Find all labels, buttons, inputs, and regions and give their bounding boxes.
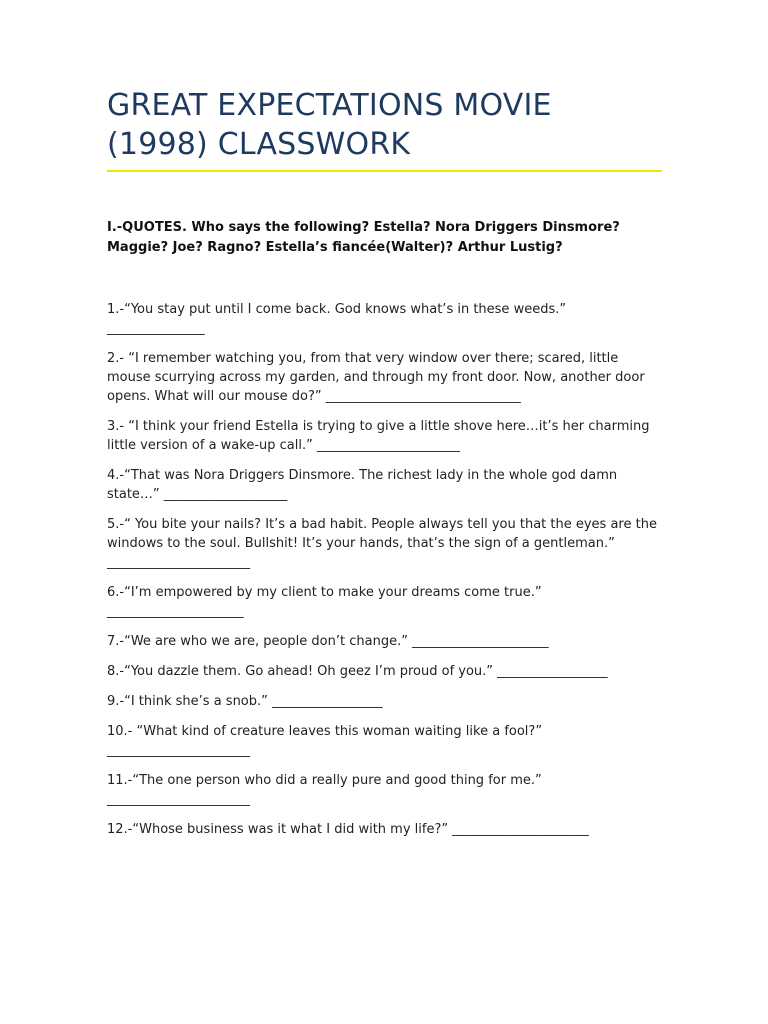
document-title: GREAT EXPECTATIONS MOVIE (1998) CLASSWORK — [107, 88, 552, 162]
quote-item-3: 3.- “I think your friend Estella is trying to give a little shove here…it’s her charming little version of a wake-up call.” ______________________ — [107, 419, 650, 453]
quote-item-5: 5.-“ You bite your nails? It’s a bad habit. People always tell you that the eyes are the windows to the soul. Bullshit! It’s your hands, that’s the sign of a gentleman.” ______________________ — [107, 517, 657, 570]
title-divider — [107, 170, 662, 172]
quote-item-9: 9.-“I think she’s a snob.” _________________ — [107, 694, 383, 709]
quote-item-12: 12.-“Whose business was it what I did with my life?” _____________________ — [107, 822, 589, 837]
quote-item-10: 10.- “What kind of creature leaves this woman waiting like a fool?” ______________________ — [107, 724, 543, 758]
quote-item-1: 1.-“You stay put until I come back. God knows what’s in these weeds.” _______________ — [107, 302, 567, 336]
quote-item-2: 2.- “I remember watching you, from that very window over there; scared, little mouse scurrying across my garden, and through my front door. Now, another door opens. What will our mouse do?” ______________________________ — [107, 351, 645, 404]
quote-item-8: 8.-“You dazzle them. Go ahead! Oh geez I’m proud of you.” _________________ — [107, 664, 608, 679]
quote-item-4: 4.-“That was Nora Driggers Dinsmore. The richest lady in the whole god damn state…” ___________________ — [107, 468, 618, 502]
quote-list — [107, 300, 662, 850]
section-instructions: I.-QUOTES. Who says the following? Estella? Nora Driggers Dinsmore? Maggie? Joe? Ragno? Estella’s fiancée(Walter)? Arthur Lustig? — [107, 220, 620, 255]
quote-item-6: 6.-“I’m empowered by my client to make your dreams come true.” _____________________ — [107, 585, 542, 619]
quote-item-7: 7.-“We are who we are, people don’t change.” _____________________ — [107, 634, 549, 649]
quote-item-11: 11.-“The one person who did a really pure and good thing for me.” ______________________ — [107, 773, 542, 807]
